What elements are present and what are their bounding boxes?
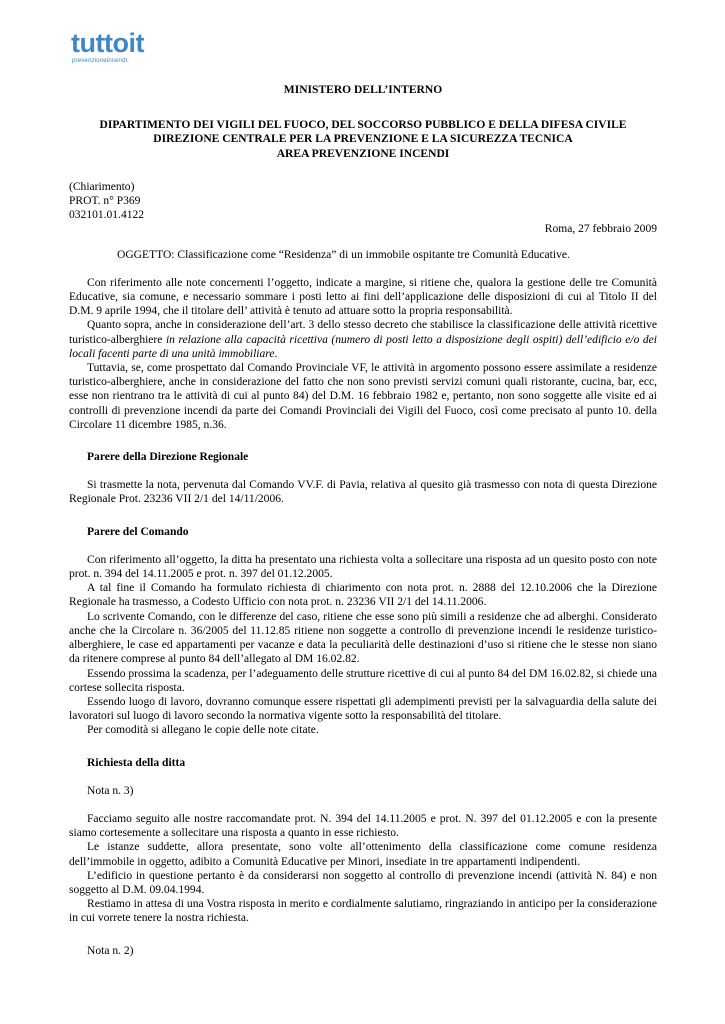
logo-word-suffix: it [128,28,144,58]
document-type: (Chiarimento) [69,180,135,193]
note-label: Nota n. 3) [87,784,134,797]
department-line: AREA PREVENZIONE INCENDI [276,147,450,160]
paragraph: Essendo prossima la scadenza, per l’adeguamento delle strutture ricettive di cui al punto 84 del DM 16.02.82, si chiede una cortese sollecita risposta. [69,667,657,694]
document-body [69,83,657,958]
tuttoprevenzioneincendi-logo[interactable] [71,26,171,66]
paragraph: Con riferimento all’oggetto, la ditta ha presentato una richiesta volta a sollecitare una risposta ad un quesito posto con note prot. n. 394 del 14.11.2005 e prot. n. 397 del 01.12.2005. [69,553,657,581]
protocol-block [69,180,657,237]
department-line: DIPARTIMENTO DEI VIGILI DEL FUOCO, DEL SOCCORSO PUBBLICO E DELLA DIFESA CIVILE [99,119,627,132]
paragraph: Facciamo seguito alle nostre raccomandate prot. N. 394 del 14.11.2005 e prot. N. 397 del 01.12.2005 e con la presente siamo cortesemente a sollecitare una risposta a quanto in esse richiesto. [69,812,657,840]
note-label: Nota n. 2) [87,944,134,957]
section-heading-company: Richiesta della ditta [87,756,186,769]
paragraph: Tuttavia, se, come prospettato dal Comando Provinciale VF, le attività in argomento possono essere assimilate a residenze turistico-alberghiere, anche in considerazione del fatto che non sono previsti servizi comuni quali ristorante, cucina, bar, ecc, esse non rientrano tra le attività di cui al punto 84) del D.M. 16 febbraio 1982 e, pertanto, non sono soggette alle visite ed ai controlli di prevenzione incendi da parte dei Comandi Provinciali dei Vigili del Fuoco, così come precisato al punto 10. della Circolare 11 dicembre 1985, n.36. [69,362,657,431]
paragraph-text: Quanto sopra, anche in considerazione dell’art. 3 dello stesso decreto che stabilisce la classificazione delle attività ricettive turistico-alberghiere [69,319,657,346]
logo-tagline: prevenzioneincendi. [72,57,129,64]
paragraph: A tal fine il Comando ha formulato richiesta di chiarimento con nota prot. n. 2888 del 12.10.2006 che la Direzione Regionale ha trasmesso, a Codesto Ufficio con nota prot. n. 23236 VII 2/1 del 14.11.2006. [69,582,657,609]
paragraph: Lo scrivente Comando, con le differenze del caso, ritiene che esse sono più simili a residenze che ad alberghi. Considerato anche che la Circolare n. 36/2005 del 11.12.85 ritiene non soggette a controllo di prevenzione incendi le residenze turistico-alberghiere, le case ed appartamenti per vacanze e data la peculiarità delle destinazioni d’uso si ritiene che le stesse non siano da ritenere comprese al punto 84 dell’allegato al DM 16.02.82. [69,610,657,666]
document-date: Roma, 27 febbraio 2009 [544,223,657,236]
logo-word: tutto [71,28,129,58]
paragraph: Per comodità si allegano le copie delle note citate. [87,724,319,737]
paragraph-text: . [274,347,278,360]
department-line: DIREZIONE CENTRALE PER LA PREVENZIONE E LA SICUREZZA TECNICA [153,133,573,146]
paragraph: L’edificio in questione pertanto è da considerarsi non soggetto al controllo di prevenzione incendi (attività N. 84) e non soggetto al D.M. 09.04.1994. [69,869,657,896]
department-block [69,118,657,161]
paragraph: Con riferimento alle note concernenti l’oggetto, indicate a margine, si ritiene che, qualora la gestione delle tre Comunità Educative, sia comune, e necessario sommare i posti letto ai fini dell’applicazione delle disposizioni di cui al Titolo II del D.M. 9 aprile 1994, che il titolare dell’ attività è tenuto ad attuare sotto la propria responsabilità. [69,276,657,318]
logo-wordmark [71,26,144,60]
section-heading-command: Parere del Comando [87,525,189,538]
paragraph [69,318,657,361]
ministry-title: MINISTERO DELL’INTERNO [283,84,443,96]
paragraph: Restiamo in attesa di una Vostra risposta in merito e cordialmente salutiamo, ringraziando in anticipo per la considerazione in cui vorrete tenere la nostra richiesta. [69,898,657,925]
paragraph: Si trasmette la nota, pervenuta dal Comando VV.F. di Pavia, relativa al quesito già trasmesso con nota di questa Direzione Regionale Prot. 23236 VII 2/1 del 14/11/2006. [69,479,657,506]
subject-line: OGGETTO: Classificazione come “Residenza” di un immobile ospitante tre Comunità Educative. [117,248,570,261]
paragraph: Le istanze suddette, allora presentate, sono volte all’ottenimento della classificazione come comune residenza dell’immobile in oggetto, adibito a Comunità Educative per Minori, insediate in tre appartamenti indipendenti. [69,841,657,868]
paragraph: Essendo luogo di lavoro, dovranno comunque essere rispettati gli adempimenti previsti per la salvaguardia della salute dei lavoratori sul luogo di lavoro secondo la normativa vigente sotto la responsabilità del titolare. [69,695,657,723]
protocol-code: 032101.01.4122 [69,209,145,222]
section-heading-regional: Parere della Direzione Regionale [87,451,249,464]
paragraph-italic-text: in relazione alla capacità ricettiva (numero di posti letto a disposizione degli ospiti) dell’edificio e/o dei locali facenti parte di una unità immobiliare [69,333,657,360]
protocol-number: PROT. n° P369 [69,195,141,208]
